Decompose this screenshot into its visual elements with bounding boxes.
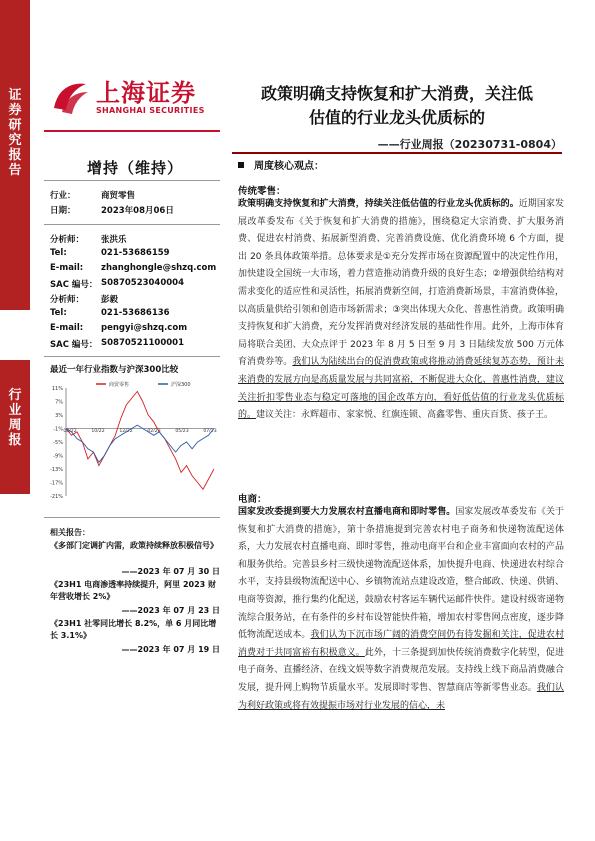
chart-title: 最近一年行业指数与沪深300比较 bbox=[50, 365, 179, 375]
report-title-line-1: 政策明确支持恢复和扩大消费，关注低 bbox=[260, 84, 533, 103]
y-tick-label: -1% bbox=[53, 426, 63, 433]
side-band-bottom bbox=[0, 360, 30, 494]
paragraph-1-tail: 建议关注：永辉超市、家家悦、红旗连锁、高鑫零售、重庆百货、孩子王。 bbox=[256, 410, 554, 421]
subheading-traditional-retail: 传统零售： bbox=[238, 186, 286, 197]
analyst-tel: 021-53686159 bbox=[101, 248, 170, 258]
report-title bbox=[232, 82, 562, 130]
tel-label: Tel: bbox=[50, 308, 67, 318]
x-tick-label: 12/22 bbox=[119, 429, 133, 434]
y-tick-label: 11% bbox=[51, 386, 63, 392]
logo-mark-icon bbox=[50, 78, 90, 116]
related-report-1-date: ——2023 年 07 月 30 日 bbox=[121, 567, 220, 576]
analyst-email[interactable]: zhanghongle@shzq.com bbox=[101, 263, 217, 273]
analyst-label: 分析师： bbox=[50, 235, 85, 245]
analyst-label: 分析师： bbox=[50, 295, 85, 305]
legend-label: 商贸零售 bbox=[109, 382, 130, 388]
paragraph-1-lead: 政策明确支持恢复和扩大消费，持续关注低估值的行业龙头优质标的。 bbox=[238, 199, 519, 209]
y-tick-label: -13% bbox=[50, 467, 63, 473]
side-band-bottom-text: 行业周报 bbox=[8, 388, 22, 448]
analyst-name: 张洪乐 bbox=[101, 235, 127, 245]
company-logo bbox=[50, 78, 205, 116]
rating-badge: 增持（维持） bbox=[86, 159, 183, 177]
analyst-tel: 021-53686136 bbox=[101, 308, 170, 318]
x-tick-label: 07/23 bbox=[203, 429, 217, 434]
index-comparison-chart bbox=[44, 378, 220, 506]
x-tick-label: 10/22 bbox=[91, 429, 105, 434]
legend-label: 沪深300 bbox=[171, 382, 191, 388]
x-tick-label: 08/22 bbox=[63, 429, 77, 434]
section-heading bbox=[238, 157, 324, 172]
side-band-top bbox=[0, 0, 30, 310]
rating-divider bbox=[44, 180, 220, 181]
related-reports-heading: 相关报告： bbox=[50, 528, 90, 537]
related-report-1[interactable]: 《多部门定调扩内需，政策持续释放积极信号》 bbox=[50, 541, 218, 550]
y-tick-label: 3% bbox=[55, 413, 63, 419]
y-tick-label: -5% bbox=[53, 440, 63, 446]
analyst-email[interactable]: pengyi@shzq.com bbox=[101, 323, 188, 333]
paragraph-1-view: 我们认为陆续出台的促消费政策或将推动消费延续复苏态势，预计未来消费的发展方向是高质量发展与共同富裕，不断促进大众化、普惠性消费，建议关注折扣零售业态与稳定可落地的国企改革方向，看好低估值的行业龙头优质标的。 bbox=[238, 357, 564, 421]
paragraph-2-body: 国家发展改革委发布《关于恢复和扩大消费的措施》，第十条措施提到完善农村电子商务和快递物流配送体系，大力发展农村直播电商、即时零售，推动电商平台和企业丰富面向农村的产品和服务供给。完善县乡村三级快递物流配送体系，加快提升电商、快递进农村综合水平，支持县级物流配送中心、乡镇物流站点建设改造，整合邮政、快递、供销、电商等资源，推行集约化配送，鼓励农村客运车辆代运邮件快件。建设村级寄递物流综合服务站，在有条件的乡村布设智能快件箱，增加农村零售网点密度，逐步降低物流配送成本。 bbox=[238, 507, 564, 641]
related-report-2-date: ——2023 年 07 月 23 日 bbox=[121, 606, 220, 615]
logo-divider bbox=[44, 130, 220, 132]
paragraph-2-lead: 国家发改委提到要大力发展农村直播电商和即时零售。 bbox=[238, 507, 456, 517]
analyst-sac: S0870521100001 bbox=[101, 338, 185, 348]
series-line-retail bbox=[66, 391, 217, 489]
report-subtitle: ——行业周报（20230731-0804） bbox=[377, 138, 562, 151]
industry-value: 商贸零售 bbox=[101, 191, 136, 201]
paragraph-2-view: 我们认为下沉市场广阔的消费空间仍有待发掘和关注，促进农村消费对于共同富裕有积极意义。 bbox=[238, 630, 564, 658]
date-value: 2023年08月06日 bbox=[101, 206, 174, 216]
y-tick-label: 7% bbox=[55, 399, 63, 406]
sac-label: SAC 编号： bbox=[50, 340, 98, 350]
chart-divider bbox=[44, 517, 220, 518]
analyst-name: 彭毅 bbox=[101, 295, 119, 305]
section-heading-text: 周度核心观点： bbox=[254, 161, 324, 172]
square-bullet-icon bbox=[238, 162, 244, 168]
analyst-sac: S0870523040004 bbox=[101, 278, 185, 288]
email-label: E-mail: bbox=[50, 263, 84, 273]
email-label: E-mail: bbox=[50, 323, 84, 333]
x-tick-label: 02/23 bbox=[147, 429, 161, 434]
title-divider bbox=[232, 152, 562, 154]
y-tick-label: -21% bbox=[50, 494, 63, 500]
related-report-2[interactable]: 《23H1 电商渗透率持续提升，阿里 2023 财年营收增长 2%》 bbox=[50, 580, 217, 601]
meta-divider bbox=[44, 224, 220, 225]
paragraph-2-tail: 此外，十三条提到加快传统消费数字化转型，促进电子商务、直播经济、在线文娱等数字消费规范发展。支持线上线下商品消费融合发展，提升网上购物节质量水平。发展即时零售、智慧商店等新零售业态。 bbox=[238, 647, 564, 693]
y-tick-label: -9% bbox=[53, 453, 63, 460]
y-tick-label: -17% bbox=[50, 480, 63, 487]
paragraph-ecommerce bbox=[238, 504, 564, 715]
x-tick-label: 05/23 bbox=[175, 429, 189, 434]
related-report-3[interactable]: 《23H1 社零同比增长 8.2%，单 6 月同比增长 3.1%》 bbox=[50, 619, 217, 640]
logo-name-en: SHANGHAI SECURITIES bbox=[96, 105, 205, 115]
tel-label: Tel: bbox=[50, 248, 67, 258]
related-report-3-date: ——2023 年 07 月 19 日 bbox=[121, 645, 220, 654]
sac-label: SAC 编号： bbox=[50, 280, 98, 290]
paragraph-2-view-2: 我们认为利好政策或将有效提振市场对行业发展的信心，未 bbox=[238, 682, 564, 711]
side-band-top-text: 证券研究报告 bbox=[8, 88, 22, 178]
series-line-csi300 bbox=[66, 425, 217, 462]
analyst-divider bbox=[44, 356, 220, 357]
industry-label: 行业： bbox=[50, 191, 76, 201]
subheading-ecommerce: 电商： bbox=[238, 494, 267, 505]
report-title-line-2: 估值的行业龙头优质标的 bbox=[308, 108, 485, 127]
paragraph-traditional-retail bbox=[238, 196, 564, 425]
paragraph-1-body: 近期国家发展改革委发布《关于恢复和扩大消费的措施》，围绕稳定大宗消费、扩大服务消费、促进农村消费、拓展新型消费、完善消费设施、优化消费环境 6 个方面，提出 20 条具体政策举措。总体要求是①充分发挥市场在资源配置中的决定性作用，加快建设全国统一大市场，着力营造推动消费升级的良好生态；②增强供给结构对需求变化的适应性和灵活性，拓展消费新空间，打造消费新场景，丰富消费体验，以高质量供给引领和创造市场新需求；③突出体现大众化、普惠性消费。政策明确支持恢复和扩大消费，充分发挥消费对经济发展的基础性作用。此外，上海市体育局将联合美团、大众点评于 2023 年 8 月 5 日至 9 月 3 日陆续发放 500 万元体育消费券等。 bbox=[238, 199, 564, 368]
date-label: 日期： bbox=[50, 206, 76, 216]
logo-name-cn: 上海证券 bbox=[96, 78, 196, 107]
